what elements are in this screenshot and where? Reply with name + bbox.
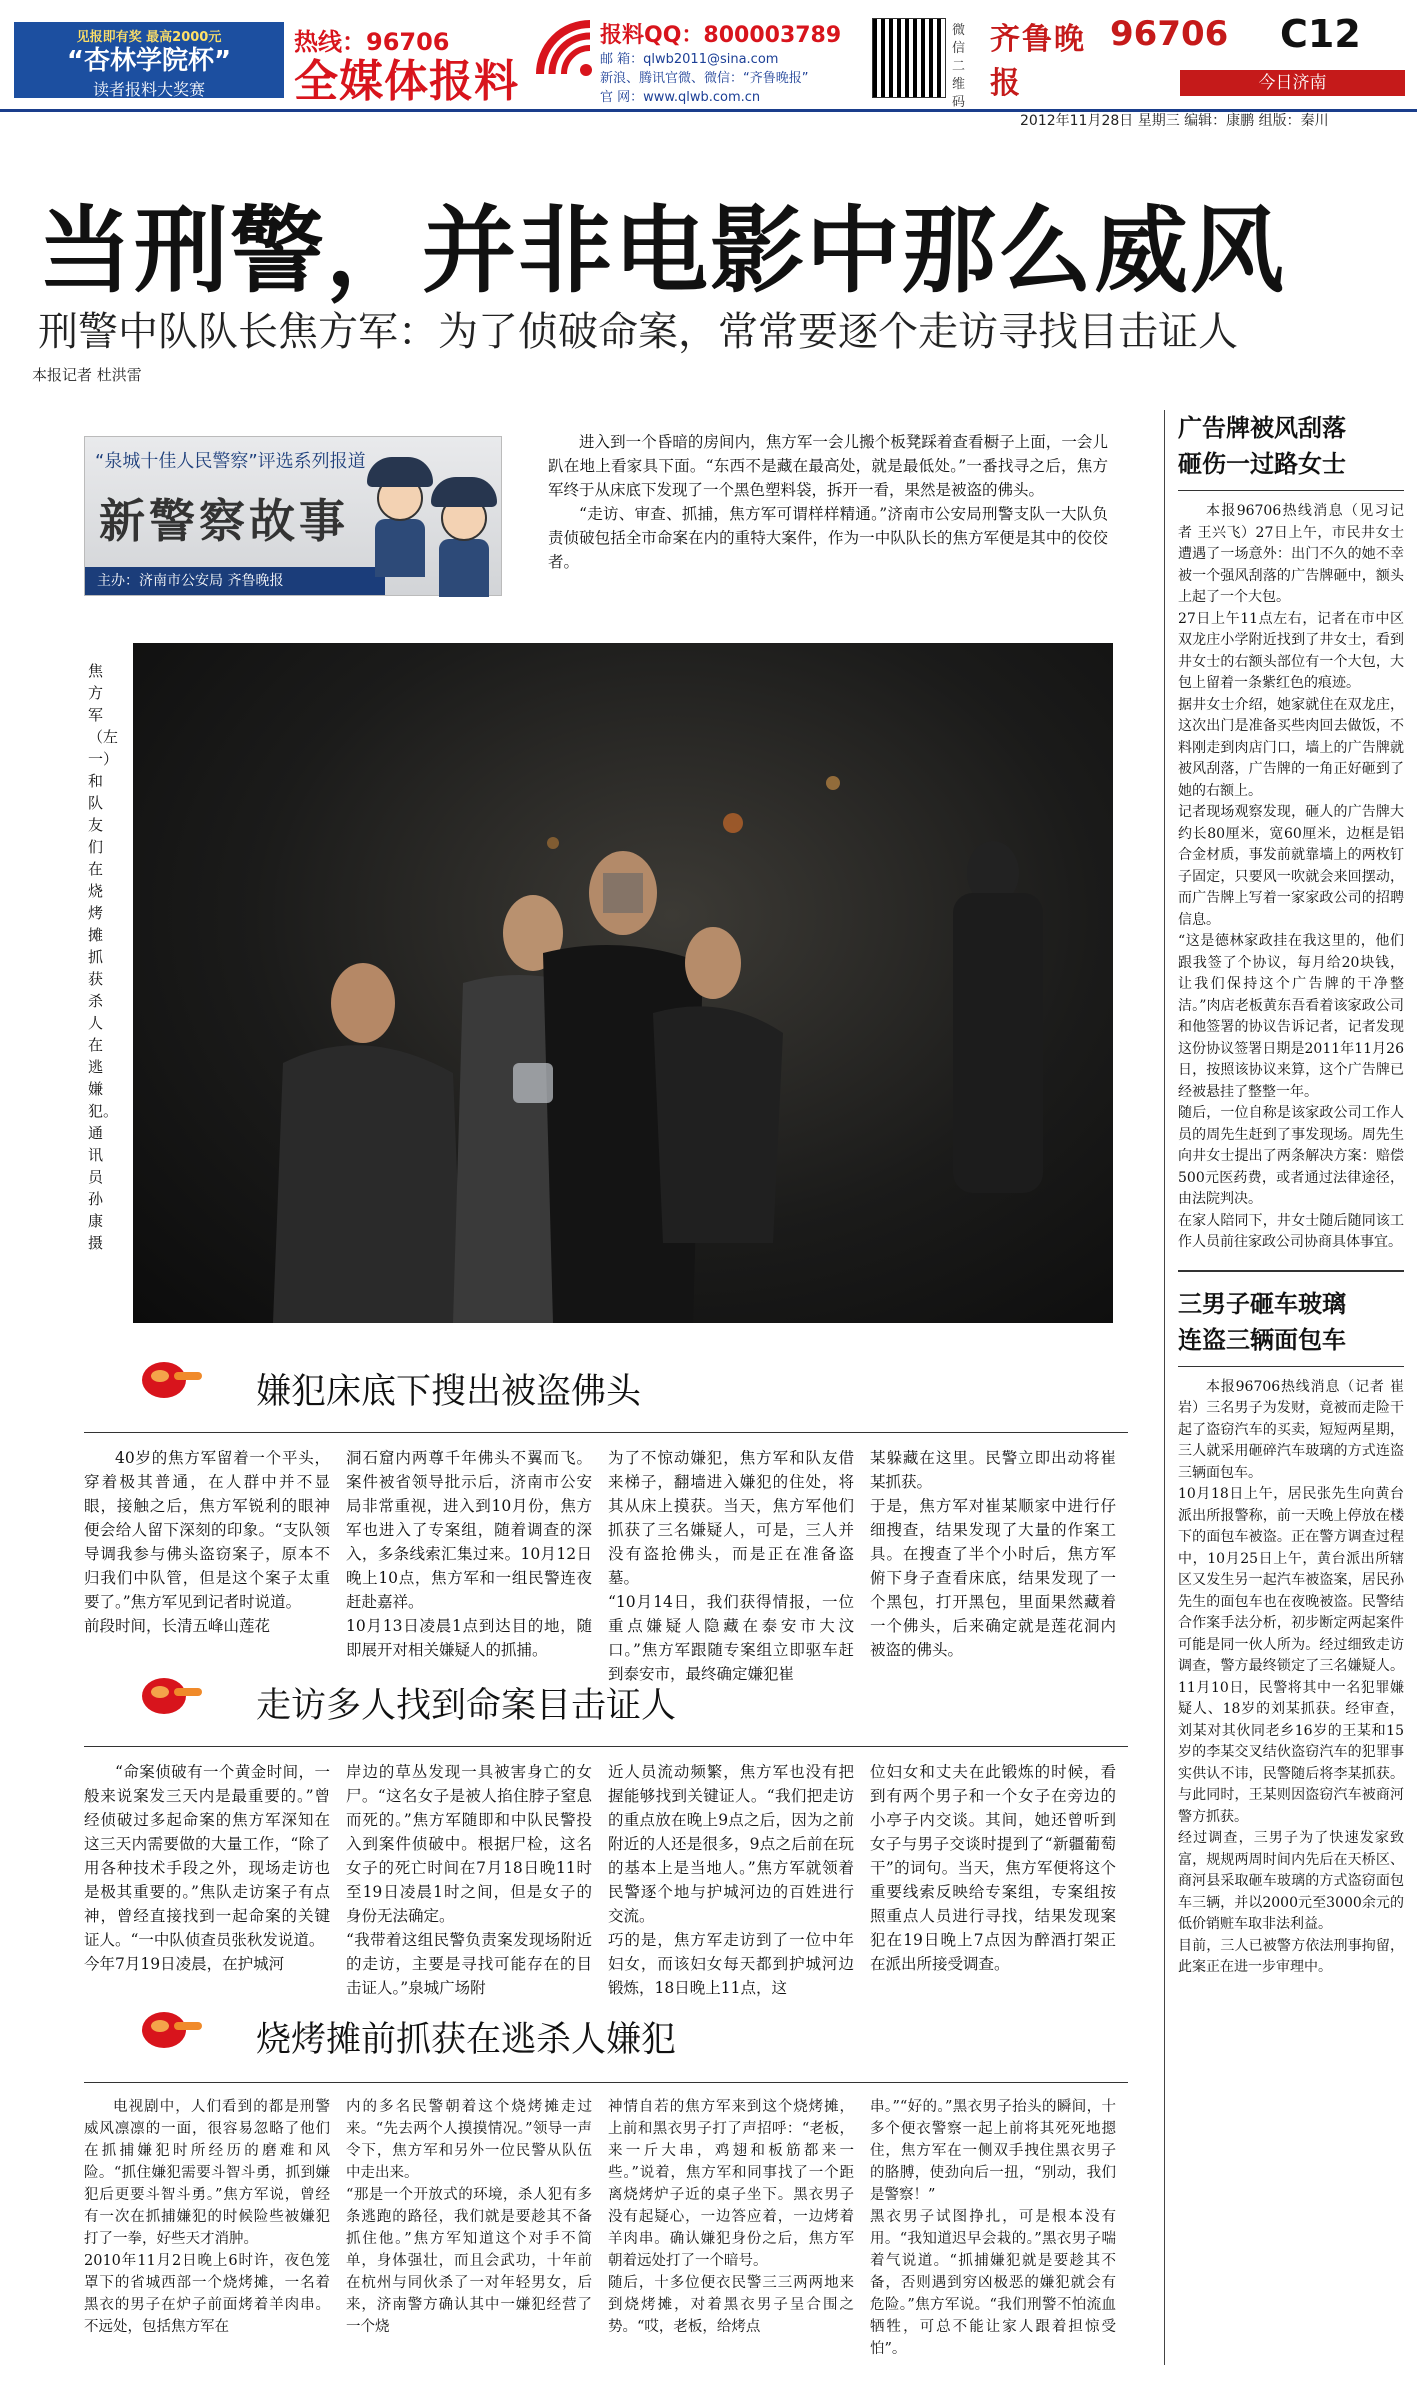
arrest-scene-illustration [133, 643, 1113, 1323]
pointing-hand-icon [140, 2008, 204, 2050]
banner-host: 主办：济南市公安局 齐鲁晚报 [85, 567, 385, 595]
hotline-label: 热线：96706 [294, 28, 450, 56]
hotline-slogan: 全媒体报料 [294, 56, 519, 107]
pointing-hand-icon [140, 1674, 204, 1716]
divider [84, 1746, 1128, 1747]
sidebar-briefs [1178, 410, 1404, 1979]
report-qq: 报料QQ：800003789 [600, 23, 842, 48]
police-cartoon-icon [431, 477, 497, 597]
section-3-column: 串。”“好的。”黑衣男子抬头的瞬间，十多个便衣警察一起上前将其死死地摁住，焦方军在一侧双手拽住黑衣男子的胳膊，使劲向后一扭，“别动，我们是警察！” 黑衣男子试图挣扎，可是根本没有用。“我知道迟早会栽的。”黑衣男子喘着气说道。“抓捕嫌犯就是要趁其不备，否则遇到穷凶极恶的嫌犯就会有危险。”焦方军说。“我们刑警不怕流血牺牲，可总不能让家人跟着担惊受怕”。 [870, 2099, 1116, 2357]
brief-title: 三男子砸车玻璃 连盗三辆面包车 [1178, 1289, 1346, 1354]
section-title: 烧烤摊前抓获在逃杀人嫌犯 [256, 2020, 677, 2060]
brief-title: 广告牌被风刮落 砸伤一过路女士 [1178, 414, 1346, 478]
section-2-column: 近人员流动频繁，焦方军也没有把握能够找到关键证人。“我们把走访的重点放在晚上9点之后，因为之前附近的人还是很多，9点之后前在玩的基本上是当地人。”焦方军就领着民警逐个地与护城河边的百姓进行交流。 巧的是，焦方军走访到了一位中年妇女，而该妇女每天都到护城河边锻炼，18日晚上11点，这 [608, 1763, 854, 1997]
newspaper-hotline-number: 96706 [1110, 14, 1229, 54]
subhead: 刑警中队队长焦方军：为了侦破命案，常常要逐个走访寻找目击证人 [38, 309, 1238, 355]
section-title: 嫌犯床底下搜出被盗佛头 [256, 1372, 642, 1412]
series-banner [84, 436, 502, 596]
divider [1178, 1366, 1404, 1367]
wechat-qr-code[interactable] [872, 18, 946, 98]
intro-paragraph: “走访、审查、抓捕，焦方军可谓样样精通。”济南市公安局刑警支队一大队负责侦破包括全市命案在内的重特大案件，作为一中队队长的焦方军便是其中的佼佼者。 [548, 505, 1108, 571]
dateline: 2012年11月28日 星期三 编辑：康鹏 组版：秦川 [1020, 113, 1329, 129]
banner-main-title: 新警察故事 [99, 494, 349, 548]
report-email[interactable]: 邮 箱：qlwb2011@sina.com [600, 52, 779, 67]
page-number: C12 [1280, 12, 1361, 56]
brief-body: 本报96706热线消息（见习记者 王兴飞）27日上午，市民井女士遭遇了一场意外：出门不久的她不幸被一个强风刮落的广告牌砸中，额头上起了一个大包。 27日上午11点左右，记者在市中区双龙庄小学附近找到了井女士，看到井女士的右额头部位有一个大包，大包上留着一条紫红色的痕迹。 据井女士介绍，她家就住在双龙庄，这次出门是准备买些肉回去做饭，不料刚走到肉店门口，墙上的广告牌就被风刮落，广告牌的一角正好砸到了她的右额上。 记者现场观察发现，砸人的广告牌大约长80厘米，宽60厘米，边框是铝合金材质，事发前就靠墙上的两枚钉子固定，只要风一吹就会来回摆动，而广告牌上写着一家家政公司的招聘信息。 “这是德林家政挂在我这里的，他们跟我签了个协议，每月给20块钱，让我们保持这个广告牌的干净整洁。”肉店老板黄东吾看着该家政公司和他签署的协议告诉记者，记者发现这份协议签署日期是2011年11月26日，按照该协议来算，这个广告牌已经被悬挂了整整一年。 随后，一位自称是该家政公司工作人员的周先生赶到了事发现场。周先生向井女士提出了两条解决方案：赔偿500元医药费，或者通过法律途径，由法院判决。 在家人陪同下，井女士随后随同该工作人员前往家政公司协商具体事宜。 [1178, 503, 1404, 1250]
qr-label: 微信二维码 [952, 23, 966, 110]
section-2-column: “命案侦破有一个黄金时间，一般来说案发三天内是最重要的。”曾经侦破过多起命案的焦方军深知在这三天内需要做的大量工作，“除了用各种技术手段之外，现场走访也是极其重要的。”焦队走访案子有点神，曾经直接找到一起命案的关键证人。“一中队侦查员张秋发说道。 今年7月19日凌晨，在护城河 [84, 1763, 330, 1973]
newspaper-logo: 齐鲁晚报 [990, 22, 1086, 101]
pointing-hand-icon [140, 1358, 204, 1400]
section-1-column: 某躲藏在这里。民警立即出动将崔某抓获。 于是，焦方军对崔某顺家中进行仔细搜查，结果发现了大量的作案工具。在搜查了半个小时后，焦方军俯下身子查看床底，结果发现了一个黑包，打开黑包，里面果然藏着一个佛头，后来确定就是莲花洞内被盗的佛头。 [870, 1449, 1116, 1659]
column-rule [1164, 410, 1165, 2365]
brief-body: 本报96706热线消息（记者 崔岩）三名男子为发财，竟被而走险干起了盗窃汽车的买卖，短短两星期，三人就采用砸碎汽车玻璃的方式连盗三辆面包车。 10月18日上午，居民张先生向黄台派出所报警称，前一天晚上停放在楼下的面包车被盗。正在警方调查过程中，10月25日上午，黄台派出所辖区又发生另一起汽车被盗案，居民孙先生的面包车也在夜晚被盗。民警结合作案手法分析，初步断定两起案件可能是同一伙人所为。经过细致走访调查，警方最终锁定了三名嫌疑人。11月10日，民警将其中一名犯罪嫌疑人、18岁的刘某抓获。经审查，刘某对其伙同老乡16岁的王某和15岁的李某交叉结伙盗窃汽车的犯罪事实供认不讳，民警随后将李某抓获。与此同时，王某则因盗窃汽车被商河警方抓获。 经过调查，三男子为了快速发家致富，规规两周时间内先后在天桥区、商河县采取砸车玻璃的方式盗窃面包车三辆，并以2000元至3000余元的低价销赃车取非法利益。 目前，三人已被警方依法刑事拘留，此案正在进一步审理中。 [1178, 1378, 1404, 1975]
section-2-column: 岸边的草丛发现一具被害身亡的女尸。“这名女子是被人掐住脖子窒息而死的。”焦方军随即和中队民警投入到案件侦破中。根据尸检，这名女子的死亡时间在7月18日晚11时至19日凌晨1时之间，但是女子的身份无法确定。 “我带着这组民警负责案发现场附近的走访，主要是寻找可能存在的目击证人。”泉城广场附 [346, 1763, 592, 1997]
section-name: 今日济南 [1180, 70, 1405, 96]
news-photo [133, 643, 1113, 1323]
report-website[interactable]: 官 网：www.qlwb.com.cn [600, 90, 761, 105]
report-contact-block [600, 22, 870, 105]
divider [84, 1432, 1128, 1433]
banner-series-title: “泉城十佳人民警察”评选系列报道 [95, 451, 366, 472]
byline: 本报记者 杜洪雷 [32, 366, 142, 384]
promo-line-1: 见报即有奖 最高2000元 [76, 30, 222, 45]
photo-caption: 焦方军（左一）和队友们在烧烤摊抓获杀人在逃嫌犯。通讯员 孙康 摄 [88, 662, 119, 1252]
promo-line-3: 读者报料大奖赛 [92, 80, 205, 99]
section-2-column: 位妇女和丈夫在此锻炼的时候，看到有两个男子和一个女子在旁边的小亭子内交谈。其间，她还曾听到女子与男子交谈时提到了“新疆葡萄干”的词句。当天，焦方军便将这个重要线索反映给专案组，专案组按照重点人员进行寻找，结果发现案犯在19日晚上7点因为醉酒打架正在派出所接受调查。 [870, 1763, 1116, 1973]
section-3-column: 电视剧中，人们看到的都是刑警威风凛凛的一面，很容易忽略了他们在抓捕嫌犯时所经历的磨难和风险。“抓住嫌犯需要斗智斗勇，抓到嫌犯后更要斗智斗勇。”焦方军说，曾经有一次在抓捕嫌犯的时候险些被嫌犯打了一拳，好些天才消肿。 2010年11月2日晚上6时许，夜色笼罩下的省城西部一个烧烤摊，一名着黑衣的男子在炉子前面烤着羊肉串。不远处，包括焦方军在 [84, 2099, 330, 2335]
section-1-column: 40岁的焦方军留着一个平头，穿着极其普通，在人群中并不显眼，接触之后，焦方军锐利的眼神便会给人留下深刻的印象。“支队领导调我参与佛头盗窃案子，原本不归我们中队管，但是这个案子太重要了。”焦方军见到记者时说道。 前段时间，长清五峰山莲花 [84, 1449, 330, 1635]
intro-paragraph: 进入到一个昏暗的房间内，焦方军一会儿搬个板凳踩着查看橱子上面，一会儿趴在地上看家具下面。“东西不是藏在最高处，就是最低处。”一番找寻之后，焦方军终于从床底下发现了一个黑色塑料袋，拆开一看，果然是被盗的佛头。 [548, 433, 1108, 499]
divider [1178, 1270, 1404, 1272]
report-weibo: 新浪、腾讯官微、微信：“齐鲁晚报” [600, 71, 809, 86]
section-3-column: 内的多名民警朝着这个烧烤摊走过来。“先去两个人摸摸情况。”领导一声令下，焦方军和另外一位民警从队伍中走出来。 “那是一个开放式的环境，杀人犯有多条逃跑的路径，我们就是要趁其不备抓住他。”焦方军知道这个对手不简单，身体强壮，而且会武功，十年前在杭州与同伙杀了一对年轻男女，后来，济南警方确认其中一嫌犯经营了一个烧 [346, 2099, 592, 2335]
divider [84, 2082, 1128, 2083]
article-intro [548, 430, 1108, 574]
signal-icon [530, 14, 600, 84]
hotline-block [294, 22, 544, 107]
police-cartoon-icon [367, 457, 433, 577]
section-1-column: 为了不惊动嫌犯，焦方军和队友借来梯子，翻墙进入嫌犯的住处，将其从床上摸获。当天，焦方军他们抓获了三名嫌疑人，可是，三人并没有盗抢佛头，而是正在准备盗墓。 “10月14日，我们获得情报，一位重点嫌疑人隐藏在泰安市大汶口。”焦方军跟随专案组立即驱车赶到泰安市，最终确定嫌犯崔 [608, 1449, 854, 1683]
section-3-column: 神情自若的焦方军来到这个烧烤摊，上前和黑衣男子打了声招呼：“老板，来一斤大串，鸡翅和板筋都来一些。”说着，焦方军和同事找了一个距离烧烤炉子近的桌子坐下。黑衣男子没有起疑心，一边答应着，一边烤着羊肉串。确认嫌犯身份之后，焦方军朝着远处打了一个暗号。 随后，十多位便衣民警三三两两地来到烧烤摊，对着黑衣男子呈合围之势。“哎，老板，给烤点 [608, 2099, 854, 2335]
promo-line-2: “杏林学院杯” [66, 46, 232, 76]
headline: 当刑警，并非电影中那么威风 [38, 197, 1287, 306]
divider [1178, 490, 1404, 491]
section-title: 走访多人找到命案目击证人 [256, 1686, 677, 1726]
section-1-column: 洞石窟内两尊千年佛头不翼而飞。案件被省领导批示后，济南市公安局非常重视，进入到10月份，焦方军也进入了专案组，随着调查的深入，多条线索汇集过来。10月12日晚上10点，焦方军和一组民警连夜赶赴嘉祥。 10月13日凌晨1点到达目的地，随即展开对相关嫌疑人的抓捕。 [346, 1449, 592, 1659]
reader-contest-promo[interactable] [14, 22, 284, 98]
